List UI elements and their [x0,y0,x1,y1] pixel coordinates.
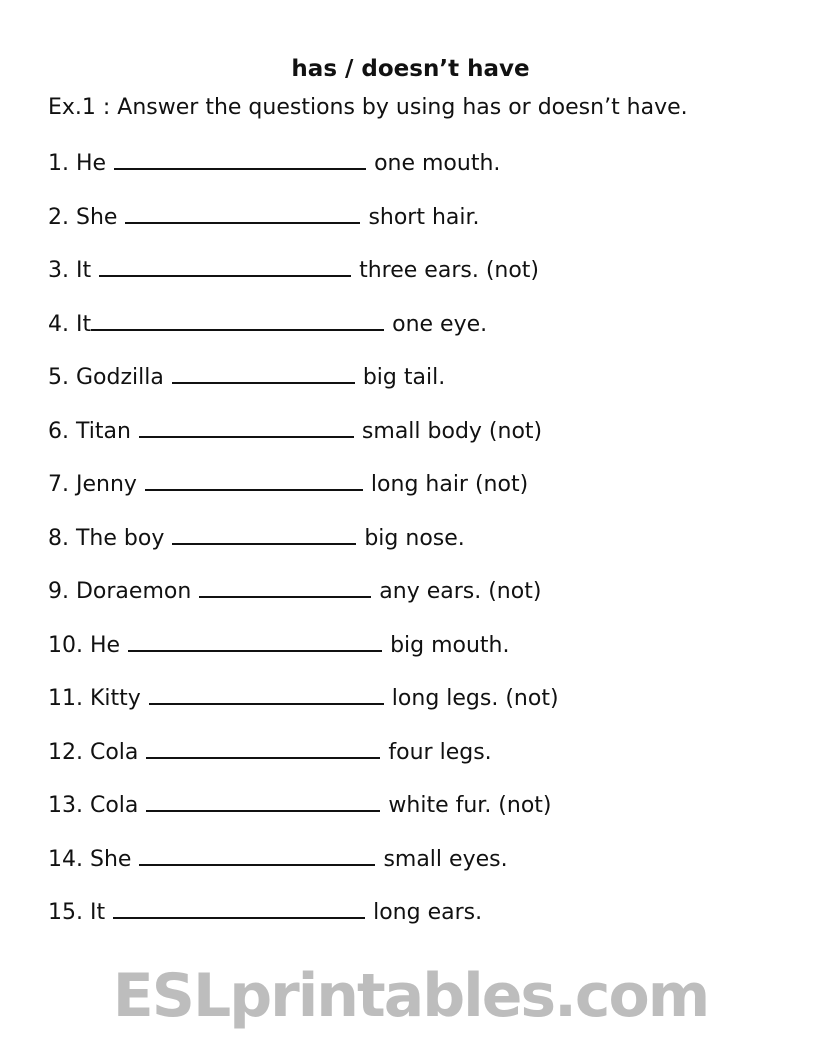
question-row [48,897,482,927]
watermark: ESLprintables.com [112,961,709,1031]
question-prefix: 7. Jenny [48,472,137,497]
question-row [48,683,559,713]
question-row [48,630,510,660]
question-suffix: small eyes. [383,846,508,872]
question-row [48,737,492,767]
answer-blank[interactable] [146,737,380,759]
question-prefix: 4. It [48,311,92,337]
worksheet-title: has / doesn’t have [291,56,530,82]
question-row [48,362,445,392]
question-prefix: 5. Godzilla [48,365,164,390]
question-suffix: white fur. (not) [388,793,552,818]
question-suffix: any ears. (not) [379,579,542,604]
answer-blank[interactable] [125,202,360,224]
question-suffix: long ears. [373,900,483,925]
question-prefix: 15. It [48,900,106,925]
question-prefix: 14. She [48,846,132,872]
question-suffix: one eye. [392,311,488,337]
question-prefix: 12. Cola [48,739,139,765]
answer-blank[interactable] [146,790,380,812]
answer-blank[interactable] [199,576,371,598]
question-row [48,469,528,499]
question-suffix: big nose. [364,525,465,551]
question-suffix: long hair (not) [370,472,529,497]
question-prefix: 13. Cola [48,793,139,818]
question-suffix: long legs. (not) [391,686,559,711]
question-row [48,576,541,606]
question-prefix: 8. The boy [48,525,165,551]
answer-blank[interactable] [114,148,366,170]
exercise-instruction: Ex.1 : Answer the questions by using has or doesn’t have. [48,95,688,120]
question-prefix: 1. He [48,151,107,176]
answer-blank[interactable] [172,523,356,545]
answer-blank[interactable] [172,362,355,384]
question-suffix: small body (not) [361,418,543,444]
answer-blank[interactable] [113,897,365,919]
answer-blank[interactable] [91,309,384,331]
answer-blank[interactable] [139,416,354,438]
question-suffix: one mouth. [374,151,501,176]
question-row [48,148,500,178]
answer-blank[interactable] [149,683,384,705]
answer-blank[interactable] [128,630,382,652]
question-suffix: big tail. [362,365,446,390]
question-row [48,309,487,339]
question-prefix: 11. Kitty [48,686,141,711]
answer-blank[interactable] [145,469,363,491]
question-row [48,416,542,446]
answer-blank[interactable] [99,255,351,277]
question-prefix: 3. It [48,258,92,283]
question-row [48,844,508,874]
question-row [48,523,465,553]
question-row [48,790,552,820]
question-suffix: three ears. (not) [359,258,540,283]
question-row [48,202,480,232]
question-row [48,255,539,285]
question-prefix: 10. He [48,632,121,658]
question-suffix: four legs. [388,739,492,765]
answer-blank[interactable] [139,844,375,866]
question-suffix: big mouth. [390,632,510,658]
question-prefix: 6. Titan [48,418,131,444]
question-prefix: 9. Doraemon [48,579,192,604]
question-suffix: short hair. [368,204,480,230]
question-prefix: 2. She [48,204,118,230]
